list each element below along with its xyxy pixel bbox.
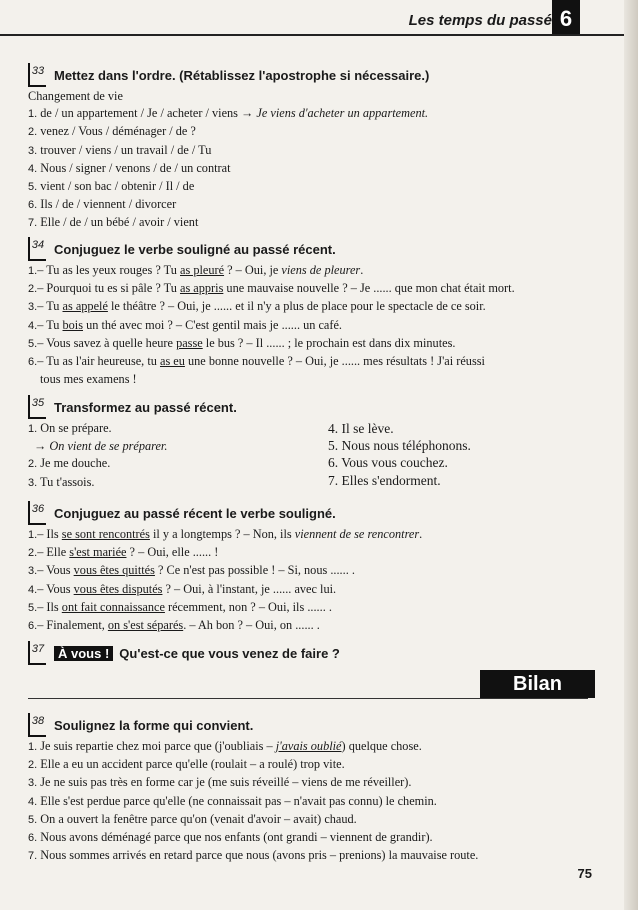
exercise-number: 35 (28, 395, 46, 419)
list-item: 2.– Pourquoi tu es si pâle ? Tu as appris une mauvaise nouvelle ? – Je ...... que mon chat était mort. (28, 281, 515, 296)
list-item: 1.– Tu as les yeux rouges ? Tu as pleuré ? – Oui, je viens de pleurer. (28, 263, 364, 277)
list-item: 5.– Vous savez à quelle heure passe le bus ? – Il ...... ; le prochain est dans dix minutes. (28, 335, 456, 350)
list-item: 4.– Vous vous êtes disputés ? – Oui, à l'instant, je ...... avec lui. (28, 581, 337, 596)
list-item: 6.– Tu as l'air heureuse, tu as eu une bonne nouvelle ? – Oui, je ...... mes résultats ! J'ai réussi (28, 354, 485, 369)
section-divider (28, 698, 588, 699)
list-item: 6. Vous vous couchez. (328, 455, 448, 471)
list-item: 3. Je ne suis pas très en forme car je (me suis réveillé – viens de me réveiller). (28, 775, 412, 790)
list-item: 6.– Finalement, on s'est séparés. – Ah bon ? – Oui, on ...... . (28, 618, 320, 633)
list-item: 3. trouver / viens / un travail / de / Tu (28, 142, 212, 157)
bilan-banner: Bilan (480, 670, 595, 698)
exercise-intro: Changement de vie (28, 89, 123, 103)
header-rule (0, 34, 638, 36)
header-title: Les temps du passé (408, 12, 552, 29)
exercise-title: Conjuguez au passé récent le verbe souligné. (54, 505, 336, 521)
list-item: 5. On a ouvert la fenêtre parce qu'on (venait d'avoir – avait) chaud. (28, 811, 357, 826)
chapter-badge: 6 (552, 0, 580, 36)
list-item: 5.– Ils ont fait connaissance récemment, non ? – Oui, ils ...... . (28, 599, 332, 614)
exercise-title: Mettez dans l'ordre. (Rétablissez l'apostrophe si nécessaire.) (54, 67, 430, 83)
exercise-title: Transformez au passé récent. (54, 399, 237, 415)
list-item: 3. Tu t'assois. (28, 474, 95, 489)
list-item: 2. venez / Vous / déménager / de ? (28, 124, 196, 139)
list-item: 7. Elle / de / un bébé / avoir / vient (28, 215, 199, 230)
example-answer: → On vient de se préparer. (34, 439, 168, 454)
list-item: 6. Nous avons déménagé parce que nos enfants (ont grandi – viennent de grandir). (28, 830, 433, 845)
list-item: 2.– Elle s'est mariée ? – Oui, elle ...... ! (28, 545, 219, 560)
list-item: 1. Je suis repartie chez moi parce que (j'oubliais – j'avais oublié) quelque chose. (28, 739, 422, 753)
list-item: 4. Nous / signer / venons / de / un contrat (28, 160, 231, 175)
exercise-title: À vous ! Qu'est-ce que vous venez de faire ? (54, 646, 340, 661)
exercise-35 (28, 394, 598, 492)
exercise-number: 36 (28, 501, 46, 525)
page-number: 75 (577, 866, 592, 881)
list-item: 1.– Ils se sont rencontrés il y a longtemps ? – Non, ils viennent de se rencontrer. (28, 527, 423, 541)
list-item: 3.– Tu as appelé le théâtre ? – Oui, je ...... et il n'y a plus de place pour le spectacle de ce soir. (28, 299, 486, 314)
left-column (28, 420, 328, 492)
list-item: 1. On se prépare. (28, 421, 112, 435)
list-item: 7. Nous sommes arrivés en retard parce que nous (avons pris – prenions) la mauvaise route. (28, 848, 479, 863)
exercise-37 (28, 640, 598, 666)
list-item: 4. Il se lève. (328, 421, 394, 436)
list-item: 2. Je me douche. (28, 456, 111, 471)
list-item: 5. vient / son bac / obtenir / Il / de (28, 179, 195, 194)
list-item: 6. Ils / de / viennent / divorcer (28, 197, 177, 212)
exercise-34 (28, 236, 598, 388)
page-edge-shadow (624, 0, 638, 910)
page-header (0, 0, 638, 36)
list-item: 2. Elle a eu un accident parce qu'elle (roulait – a roulé) trop vite. (28, 757, 345, 772)
list-item: 5. Nous nous téléphonons. (328, 438, 471, 454)
exercise-title: Soulignez la forme qui convient. (54, 717, 254, 733)
list-item: 3.– Vous vous êtes quittés ? Ce n'est pas possible ! – Si, nous ...... . (28, 563, 355, 578)
exercise-number: 34 (28, 237, 46, 261)
list-item: 7. Elles s'endorment. (328, 472, 441, 488)
exercise-33 (28, 62, 598, 233)
list-item-continuation: tous mes examens ! (40, 372, 137, 387)
a-vous-badge: À vous ! (54, 646, 113, 661)
right-column (328, 420, 598, 492)
exercise-36 (28, 500, 598, 635)
list-item: 4.– Tu bois un thé avec moi ? – C'est gentil mais je ...... un café. (28, 317, 343, 332)
exercise-title: Conjuguez le verbe souligné au passé récent. (54, 241, 336, 257)
exercise-38 (28, 712, 598, 865)
exercise-number: 38 (28, 713, 46, 737)
exercise-number: 37 (28, 641, 46, 665)
list-item: 1. de / un appartement / Je / acheter / viens → Je viens d'acheter un appartement. (28, 106, 429, 121)
exercise-number: 33 (28, 63, 46, 87)
list-item: 4. Elle s'est perdue parce qu'elle (ne connaissait pas – n'avait pas connu) le chemin. (28, 793, 437, 808)
